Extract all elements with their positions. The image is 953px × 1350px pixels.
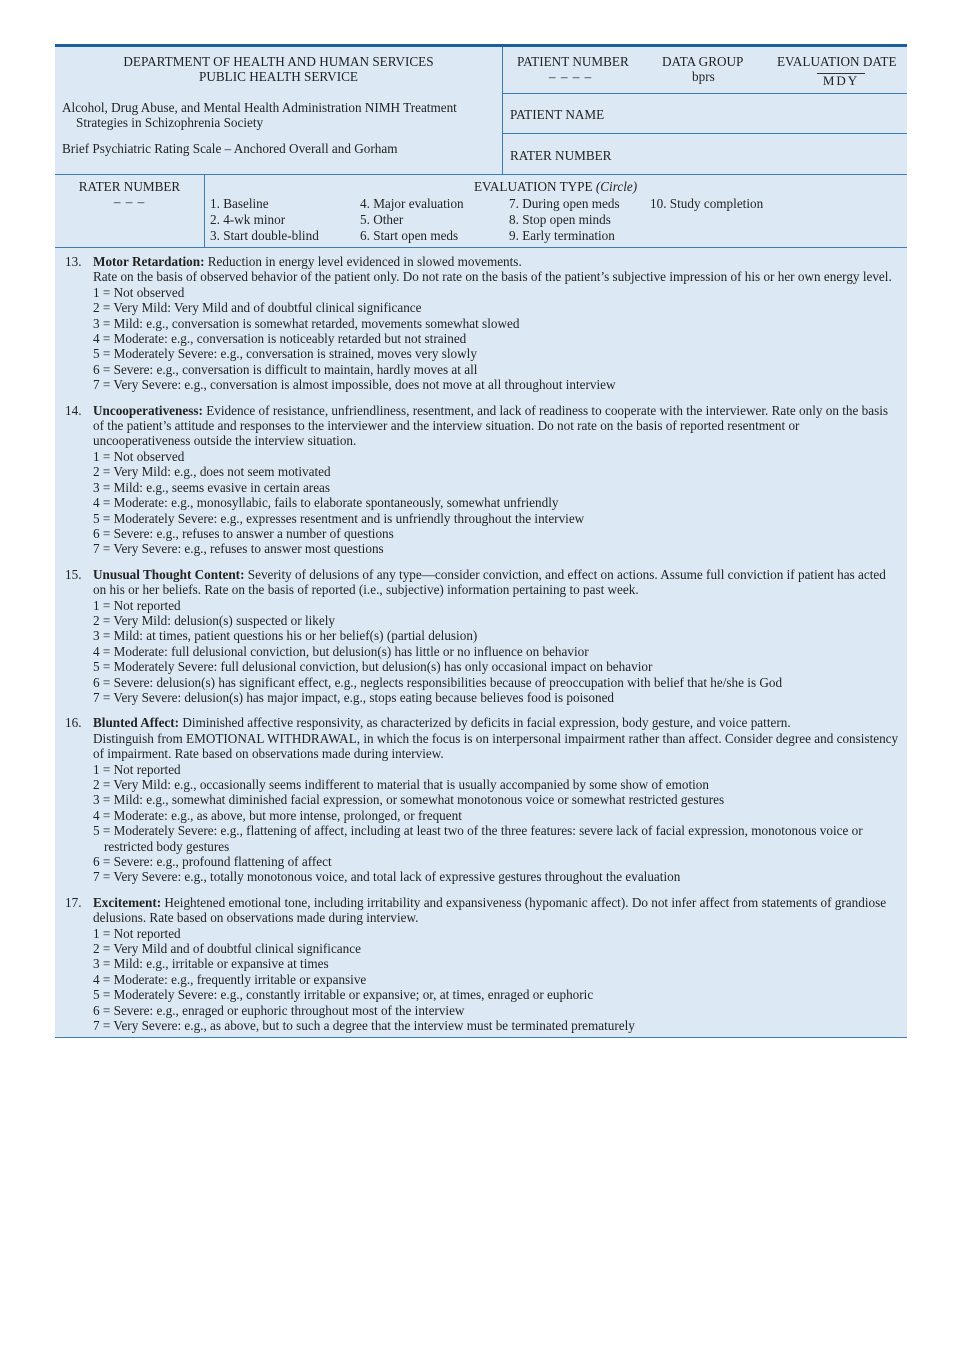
item-description: Severity of delusions of any type—consider conviction, and effect on actions. Assume full conviction if patient has acted on his or her beliefs. Rate on the basis of reported (i.e., subjective) information pertaining to past week. <box>93 566 886 598</box>
eval-option[interactable]: 1. Baseline <box>210 196 269 211</box>
eval-option[interactable]: 5. Other <box>360 212 404 227</box>
evaluation-type-heading <box>474 179 637 194</box>
item-title: Unusual Thought Content: <box>93 566 245 582</box>
scale-name: Brief Psychiatric Rating Scale – Anchored Overall and Gorham <box>62 141 398 156</box>
rating-level[interactable]: 1 = Not observed <box>93 448 185 464</box>
rating-level[interactable]: 7 = Very Severe: e.g., conversation is almost impossible, does not move at all throughout interview <box>93 377 616 393</box>
item-number: 13. <box>65 254 82 269</box>
rating-level[interactable]: 1 = Not reported <box>93 925 181 941</box>
patient-name-field[interactable]: PATIENT NAME <box>510 107 605 122</box>
rating-level[interactable]: 4 = Moderate: full delusional conviction, but delusion(s) has little or no influence on behavior <box>93 643 589 659</box>
rating-item-motor-retardation <box>65 254 899 393</box>
item-number: 15. <box>65 566 82 582</box>
rating-level[interactable]: 3 = Mild: e.g., seems evasive in certain areas <box>93 479 331 495</box>
rating-level[interactable]: 4 = Moderate: e.g., frequently irritable or expansive <box>93 971 367 987</box>
rating-level[interactable]: 7 = Very Severe: delusion(s) has major impact, e.g., stops eating because believes food is poisoned <box>93 689 615 705</box>
rating-level[interactable]: 6 = Severe: e.g., conversation is difficult to maintain, hardly moves at all <box>93 361 478 377</box>
rater-number-label: RATER NUMBER <box>78 179 181 194</box>
item-description: Reduction in energy level evidenced in slowed movements. <box>207 254 522 269</box>
rating-level[interactable]: 7 = Very Severe: e.g., as above, but to such a degree that the interview must be terminated prematurely <box>93 1018 635 1034</box>
rating-level[interactable]: 2 = Very Mild: Very Mild and of doubtful clinical significance <box>93 300 422 316</box>
item-title: Uncooperativeness: <box>93 402 203 418</box>
item-number: 16. <box>65 715 82 731</box>
rating-level[interactable]: 5 = Moderately Severe: full delusional conviction, but delusion(s) has only occasional impact on behavior <box>93 659 653 675</box>
rating-level[interactable]: 5 = Moderately Severe: e.g., constantly irritable or expansive; or, at times, enraged or euphoric <box>93 987 594 1003</box>
admin-line-1: Alcohol, Drug Abuse, and Mental Health Administration NIMH Treatment <box>62 100 457 115</box>
eval-option[interactable]: 2. 4-wk minor <box>210 212 286 227</box>
rating-level[interactable]: 3 = Mild: e.g., somewhat diminished facial expression, or somewhat monotonous voice or somewhat restricted gestures <box>93 792 725 808</box>
item-title: Motor Retardation: <box>93 254 205 269</box>
rating-item-unusual-thought-content <box>65 567 899 706</box>
item-description: Heightened emotional tone, including irritability and expansiveness (hypomanic affect). Do not infer affect from statements of grandiose delusions. Rate based on observations made during interview. <box>93 894 887 926</box>
rating-level[interactable]: 1 = Not observed <box>93 284 185 300</box>
rater-number-block <box>55 175 205 247</box>
rating-level[interactable]: 3 = Mild: e.g., irritable or expansive at times <box>93 956 329 972</box>
item-number: 17. <box>65 894 82 910</box>
data-group-label: DATA GROUP <box>662 54 744 69</box>
rating-level[interactable]: 6 = Severe: delusion(s) has significant effect, e.g., neglects responsibilities because of preoccupation with belief that he/she is God <box>93 674 783 690</box>
header-fields-block <box>503 47 907 174</box>
rating-level[interactable]: 2 = Very Mild: e.g., does not seem motivated <box>93 464 331 480</box>
item-title: Blunted Affect: <box>93 715 180 731</box>
eval-option[interactable]: 9. Early termination <box>509 228 615 243</box>
eval-option[interactable]: 8. Stop open minds <box>509 212 611 227</box>
rating-item-blunted-affect <box>65 715 899 884</box>
rating-level[interactable]: 6 = Severe: e.g., profound flattening of affect <box>93 854 332 870</box>
bprs-form <box>55 44 907 1038</box>
rating-level[interactable]: 7 = Very Severe: e.g., totally monotonous voice, and total lack of expressive gestures throughout the evaluation <box>93 869 681 885</box>
item-instructions: Rate on the basis of observed behavior of the patient only. Do not rate on the basis of the patient’s subjective impression of his or her own energy level. <box>93 269 892 285</box>
rating-level[interactable]: 4 = Moderate: e.g., monosyllabic, fails to elaborate spontaneously, somewhat unfriendly <box>93 495 559 511</box>
item-instructions: Distinguish from EMOTIONAL WITHDRAWAL, in which the focus is on interpersonal impairment rather than affect. Consider degree and consistency of impairment. Rate based on observations made during interview. <box>93 730 899 762</box>
rating-level[interactable]: 2 = Very Mild and of doubtful clinical significance <box>93 941 361 957</box>
data-group-value: bprs <box>692 69 715 84</box>
evaluation-date-field[interactable]: MDY <box>817 73 865 88</box>
header-divider <box>503 133 907 134</box>
department-title: DEPARTMENT OF HEALTH AND HUMAN SERVICES <box>123 54 434 69</box>
rating-level[interactable]: 2 = Very Mild: e.g., occasionally seems indifferent to material that is usually accompanied by some show of emotion <box>93 777 709 792</box>
item-description: Diminished affective responsivity, as characterized by deficits in facial expression, body gesture, and voice pattern. <box>182 715 791 731</box>
item-title: Excitement: <box>93 894 162 910</box>
rating-item-uncooperativeness <box>65 403 899 557</box>
rating-level[interactable]: 4 = Moderate: e.g., as above, but more intense, prolonged, or frequent <box>93 807 462 823</box>
rating-level[interactable]: 5 = Moderately Severe: e.g., expresses resentment and is unfriendly throughout the interview <box>93 510 585 526</box>
form-header <box>55 47 907 175</box>
rating-level[interactable]: 1 = Not reported <box>93 597 181 613</box>
service-title: PUBLIC HEALTH SERVICE <box>199 69 358 84</box>
eval-option[interactable]: 10. Study completion <box>650 196 764 211</box>
item-number: 14. <box>65 402 82 418</box>
eval-option[interactable]: 6. Start open meds <box>360 228 459 243</box>
rating-level[interactable]: 5 = Moderately Severe: e.g., conversation is strained, moves very slowly <box>93 346 477 362</box>
rating-level[interactable]: 3 = Mild: at times, patient questions his or her belief(s) (partial delusion) <box>93 628 478 644</box>
rating-level[interactable]: 6 = Severe: e.g., enraged or euphoric throughout most of the interview <box>93 1002 465 1018</box>
rating-level[interactable]: 4 = Moderate: e.g., conversation is noticeably retarded but not strained <box>93 331 467 347</box>
eval-option[interactable]: 3. Start double-blind <box>210 228 319 243</box>
eval-option[interactable]: 7. During open meds <box>509 196 620 211</box>
rating-level[interactable]: 2 = Very Mild: delusion(s) suspected or likely <box>93 612 335 628</box>
header-agency-block <box>55 47 503 174</box>
rating-level[interactable]: 7 = Very Severe: e.g., refuses to answer most questions <box>93 541 384 557</box>
evaluation-date-label: EVALUATION DATE <box>777 54 897 69</box>
evaluation-type-block <box>55 175 907 248</box>
admin-line-2: Strategies in Schizophrenia Society <box>76 115 264 130</box>
rating-item-excitement <box>65 895 899 1034</box>
rater-number-field[interactable]: RATER NUMBER <box>510 148 612 163</box>
rating-items <box>55 248 907 1037</box>
eval-option[interactable]: 4. Major evaluation <box>360 196 464 211</box>
evaluation-type-label: EVALUATION TYPE <box>474 179 593 194</box>
patient-number-label: PATIENT NUMBER <box>517 54 629 69</box>
rating-level[interactable]: 6 = Severe: e.g., refuses to answer a number of questions <box>93 525 394 541</box>
rating-level[interactable]: 5 = Moderately Severe: e.g., flattening of affect, including at least two of the three features: severe lack of facial expression, monotonous voice or restricted body gestures <box>93 823 863 854</box>
item-description: Evidence of resistance, unfriendliness, resentment, and lack of readiness to cooperate with the interviewer. Rate only on the basis of the patient’s attitude and responses to the interviewer and the interview situation. Do not rate on the basis of reported resentment or uncooperativeness outside the interview situation. <box>93 402 889 449</box>
patient-number-field[interactable]: – – – – <box>549 69 593 84</box>
rating-level[interactable]: 3 = Mild: e.g., conversation is somewhat retarded, movements somewhat slowed <box>93 315 520 331</box>
rater-number-input[interactable]: – – – <box>113 194 146 209</box>
rating-level[interactable]: 1 = Not reported <box>93 761 181 777</box>
header-divider <box>503 93 907 94</box>
evaluation-type-note: (Circle) <box>595 179 638 194</box>
